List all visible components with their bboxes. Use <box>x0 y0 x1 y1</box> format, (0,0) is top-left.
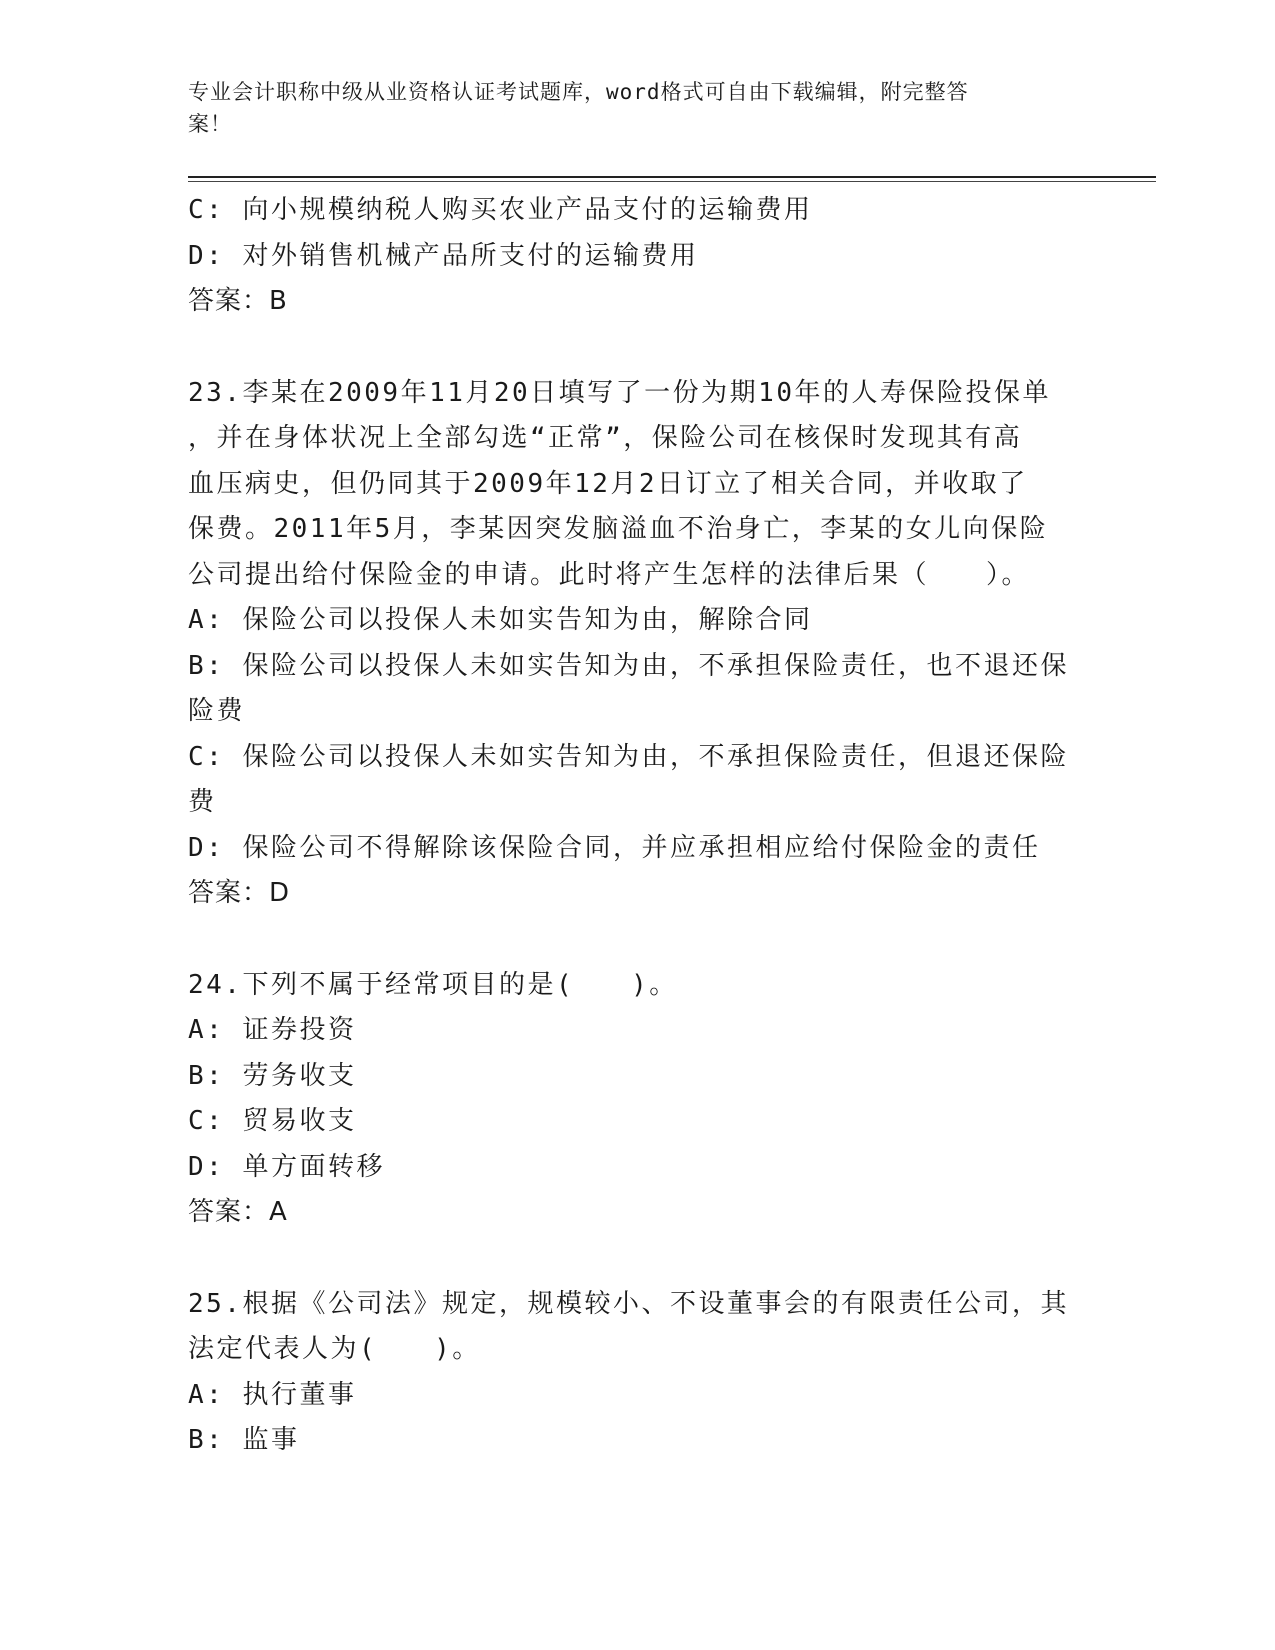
q25-option-a: A: 执行董事 <box>188 1379 357 1410</box>
header-rule-thin <box>188 181 1156 182</box>
q23-option-d: D: 保险公司不得解除该保险合同，并应承担相应给付保险金的责任 <box>188 832 1041 863</box>
q24-option-a: A: 证券投资 <box>188 1015 357 1045</box>
q23-stem-line: 公司提出给付保险金的申请。此时将产生怎样的法律后果（ ）。 <box>188 559 1031 590</box>
q22-option-d: D: 对外销售机械产品所支付的运输费用 <box>188 240 699 271</box>
q25-stem-line: 法定代表人为( )。 <box>188 1334 481 1364</box>
q22-answer: 答案：B <box>188 286 288 316</box>
q24-option-d: D: 单方面转移 <box>188 1151 385 1182</box>
q23-stem-line: 血压病史，但仍同其于2009年12月2日订立了相关合同，并收取了 <box>188 468 1028 499</box>
q23-option-b: B: 保险公司以投保人未如实告知为由，不承担保险责任，也不退还保 <box>188 650 1069 681</box>
q25-option-b: B: 监事 <box>188 1425 300 1455</box>
header-rule-thick <box>188 176 1156 178</box>
q23-option-c: C: 保险公司以投保人未如实告知为由，不承担保险责任，但退还保险 <box>188 741 1069 772</box>
q23-stem-line: ，并在身体状况上全部勾选“正常”，保险公司在核保时发现其有高 <box>188 423 1023 453</box>
header-line-1: 专业会计职称中级从业资格认证考试题库，word格式可自由下载编辑，附完整答 <box>188 80 969 104</box>
question-content <box>188 188 1088 1464</box>
q23-option-a: A: 保险公司以投保人未如实告知为由，解除合同 <box>188 605 813 635</box>
q23-option-c-cont: 费 <box>188 787 217 817</box>
q23-stem-line: 保费。2011年5月，李某因突发脑溢血不治身亡，李某的女儿向保险 <box>188 514 1049 544</box>
q25-stem-line: 25.根据《公司法》规定，规模较小、不设董事会的有限责任公司，其 <box>188 1288 1069 1319</box>
q24-stem: 24.下列不属于经常项目的是( )。 <box>188 969 678 1000</box>
q24-option-c: C: 贸易收支 <box>188 1106 357 1136</box>
q24-option-b: B: 劳务收支 <box>188 1060 357 1091</box>
q23-stem-line: 23.李某在2009年11月20日填写了一份为期10年的人寿保险投保单 <box>188 377 1051 408</box>
q23-answer: 答案：D <box>188 878 291 908</box>
document-header <box>188 76 1088 140</box>
q22-option-c: C: 向小规模纳税人购买农业产品支付的运输费用 <box>188 195 813 225</box>
header-line-2: 案！ <box>188 112 232 136</box>
q24-answer: 答案：A <box>188 1197 288 1227</box>
q23-option-b-cont: 险费 <box>188 696 246 726</box>
